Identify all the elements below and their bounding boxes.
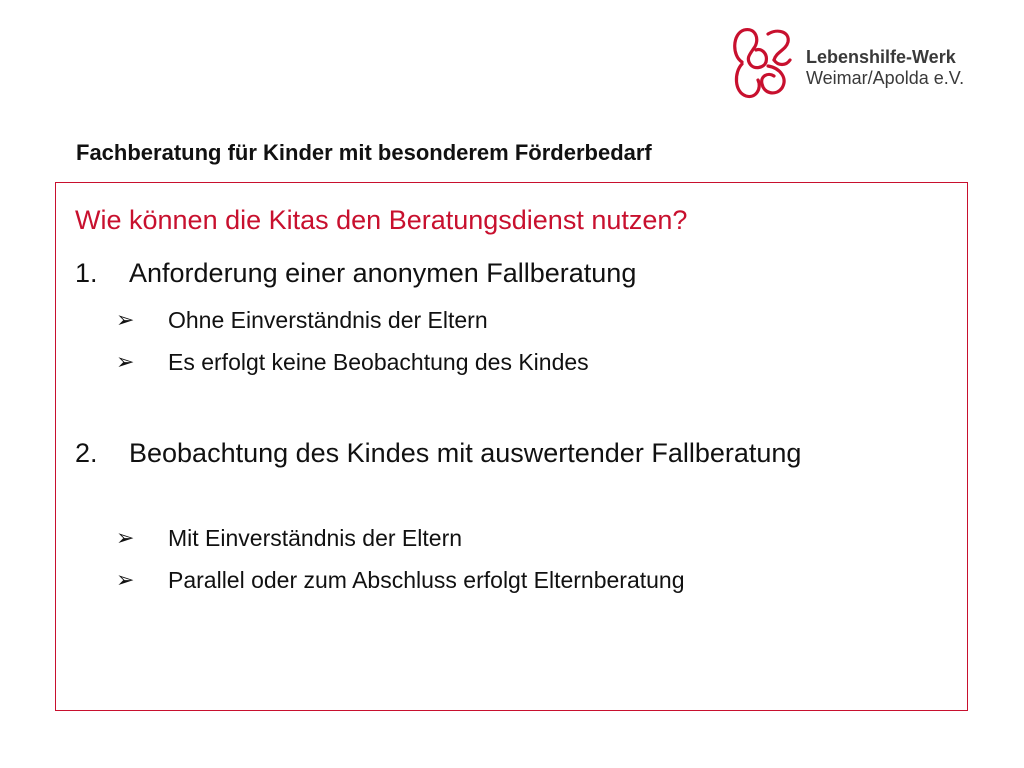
numbered-item-1 (75, 255, 869, 291)
arrowhead-icon: ➢ (116, 525, 135, 550)
question-heading: Wie können die Kitas den Beratungsdienst nutzen? (75, 205, 688, 235)
lebenshilfe-logo (728, 26, 990, 102)
item-number: 1. (75, 258, 98, 288)
bullet-item (116, 522, 462, 554)
bullet-item (116, 304, 488, 336)
bullet-text: Ohne Einverständnis der Eltern (168, 307, 488, 333)
slide-title: Fachberatung für Kinder mit besonderem Förderbedarf (76, 140, 652, 165)
item-number: 2. (75, 438, 98, 468)
logo-text (806, 47, 964, 89)
content-box (55, 182, 968, 711)
lebenshilfe-logo-icon (728, 26, 800, 102)
item-text: Anforderung einer anonymen Fallberatung (129, 258, 637, 288)
bullet-text: Es erfolgt keine Beobachtung des Kindes (168, 349, 589, 375)
bullet-item (116, 564, 685, 596)
bullet-text: Mit Einverständnis der Eltern (168, 525, 463, 551)
bullet-text: Parallel oder zum Abschluss erfolgt Elternberatung (168, 567, 685, 593)
bullet-item (116, 346, 589, 378)
arrowhead-icon: ➢ (116, 307, 135, 332)
logo-org-location: Weimar/Apolda e.V. (806, 68, 965, 88)
item-text: Beobachtung des Kindes mit auswertender Fallberatung (129, 438, 802, 468)
numbered-item-2 (75, 435, 869, 471)
logo-org-name: Lebenshilfe-Werk (806, 47, 956, 67)
arrowhead-icon: ➢ (116, 349, 135, 374)
arrowhead-icon: ➢ (116, 567, 135, 592)
